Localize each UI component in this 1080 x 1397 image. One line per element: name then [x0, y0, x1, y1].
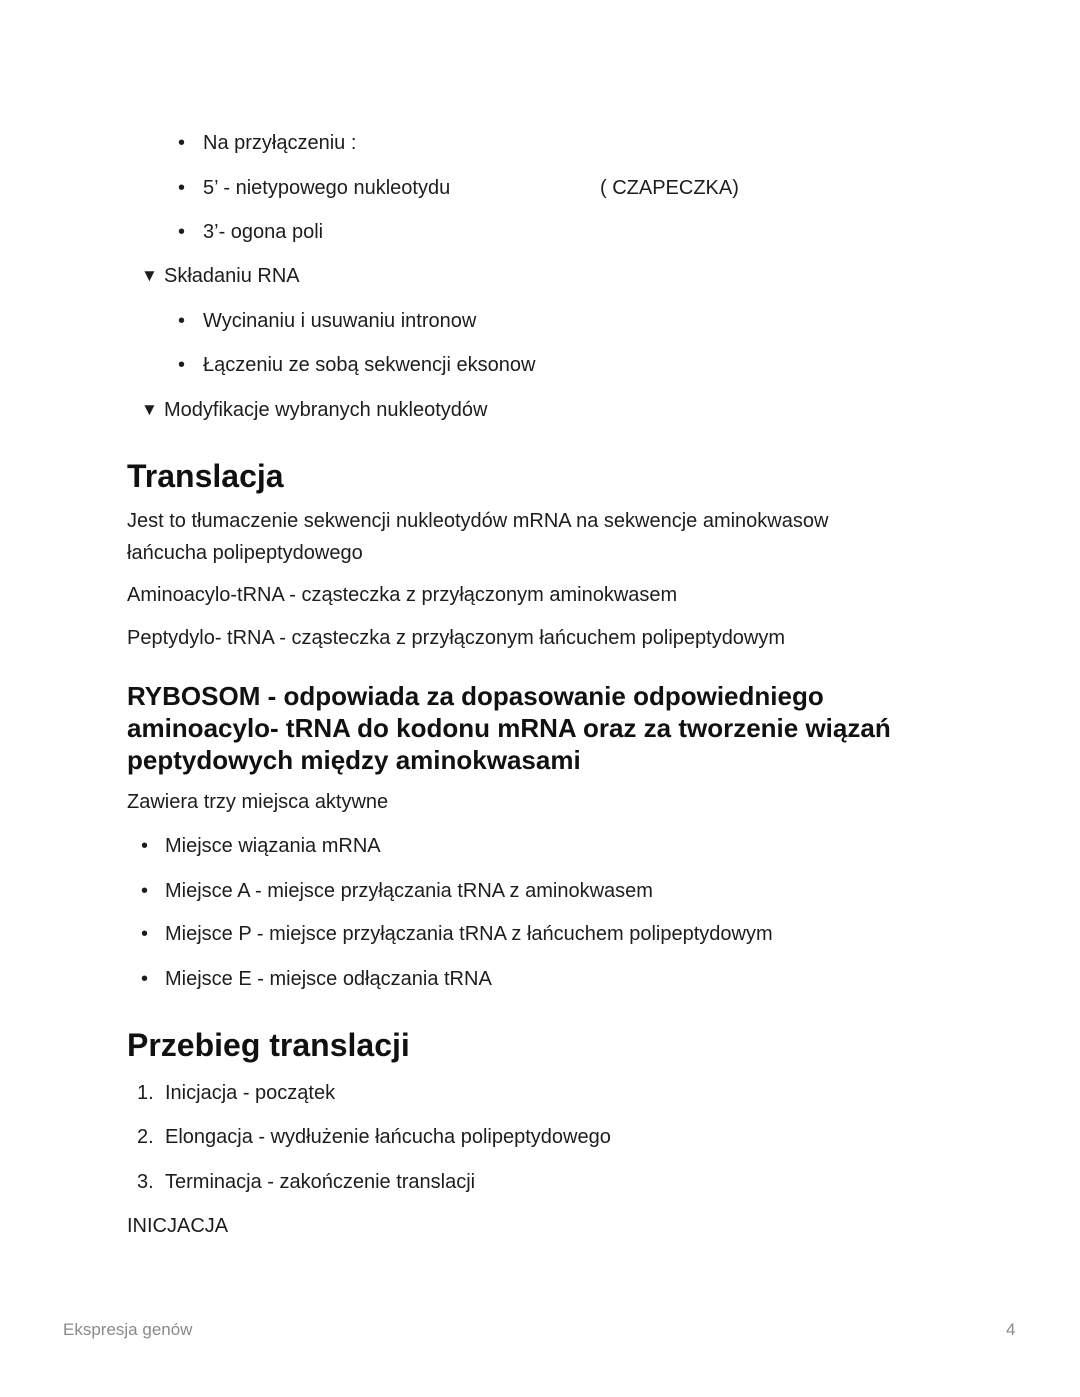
bullet-icon: •	[178, 310, 186, 332]
translacja-definition-line1: Jest to tłumaczenie sekwencji nukleotydów mRNA na sekwencje aminokwasow	[127, 510, 829, 532]
list-item: 5’ - nietypowego nukleotydu	[203, 177, 451, 199]
triangle-down-icon: ▼	[141, 266, 158, 285]
rybosom-heading-line3: peptydowych między aminokwasami	[127, 745, 581, 775]
list-item: Wycinaniu i usuwaniu intronow	[203, 310, 477, 332]
rybosom-intro: Zawiera trzy miejsca aktywne	[127, 791, 389, 813]
translacja-definition-line2: łańcucha polipeptydowego	[127, 542, 363, 564]
toggle-item-modyfikacje: Modyfikacje wybranych nukleotydów	[164, 399, 488, 421]
inicjacja-label: INICJACJA	[127, 1215, 229, 1237]
bullet-icon: •	[178, 132, 186, 154]
bullet-icon: •	[178, 221, 186, 243]
list-item: Miejsce P - miejsce przyłączania tRNA z łańcuchem polipeptydowym	[165, 923, 773, 945]
footer-doc-title: Ekspresja genów	[63, 1320, 193, 1339]
bullet-icon: •	[178, 177, 186, 199]
list-item: Inicjacja - początek	[165, 1082, 336, 1104]
bullet-icon: •	[141, 923, 149, 945]
list-number: 1.	[137, 1082, 154, 1104]
list-item: Elongacja - wydłużenie łańcucha polipeptydowego	[165, 1126, 611, 1148]
bullet-icon: •	[141, 880, 149, 902]
list-item: Łączeniu ze sobą sekwencji eksonow	[203, 354, 536, 376]
list-number: 2.	[137, 1126, 154, 1148]
list-item: Miejsce wiązania mRNA	[165, 835, 381, 857]
page-number: 4	[1006, 1320, 1016, 1339]
toggle-item-skladanie: Składaniu RNA	[164, 265, 300, 287]
bullet-icon: •	[141, 968, 149, 990]
list-number: 3.	[137, 1171, 154, 1193]
czapeczka-note: ( CZAPECZKA)	[600, 177, 739, 199]
list-item: Miejsce A - miejsce przyłączania tRNA z aminokwasem	[165, 880, 653, 902]
rybosom-heading-line1: RYBOSOM - odpowiada za dopasowanie odpowiedniego	[127, 681, 824, 711]
list-item: 3’- ogona poli	[203, 221, 324, 243]
list-item: Miejsce E - miejsce odłączania tRNA	[165, 968, 492, 990]
list-item: Terminacja - zakończenie translacji	[165, 1171, 476, 1193]
triangle-down-icon: ▼	[141, 400, 158, 419]
peptydylo-definition: Peptydylo- tRNA - cząsteczka z przyłączonym łańcuchem polipeptydowym	[127, 627, 786, 649]
heading-przebieg-translacji: Przebieg translacji	[127, 1027, 410, 1063]
bullet-icon: •	[178, 354, 186, 376]
aminoacylo-definition: Aminoacylo-tRNA - cząsteczka z przyłączonym aminokwasem	[127, 584, 678, 606]
list-item: Na przyłączeniu :	[203, 132, 357, 154]
rybosom-heading-line2: aminoacylo- tRNA do kodonu mRNA oraz za tworzenie wiązań	[127, 713, 891, 743]
bullet-icon: •	[141, 835, 149, 857]
heading-translacja: Translacja	[127, 458, 284, 494]
